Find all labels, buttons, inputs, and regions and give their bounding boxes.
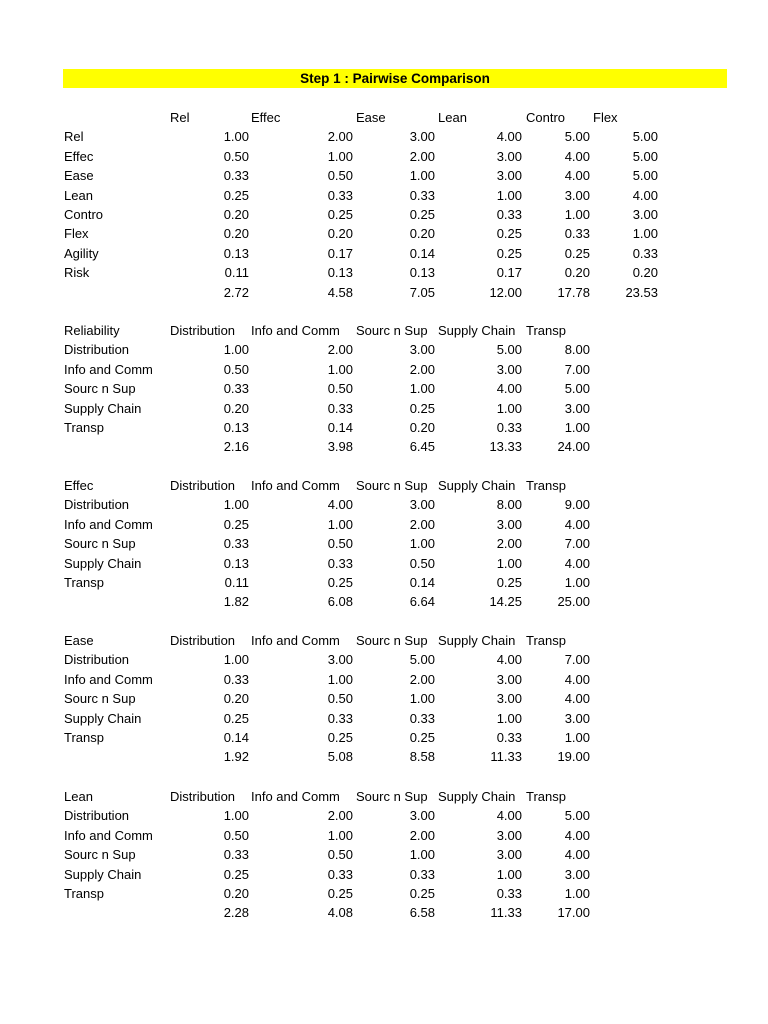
cell-value: 1.00 — [327, 827, 353, 843]
subtable-row — [0, 728, 768, 747]
subtable-row — [0, 573, 768, 592]
cell-value: 4.00 — [564, 516, 590, 532]
cell-value: 4.00 — [327, 497, 353, 513]
cell-value: 0.20 — [327, 226, 353, 242]
criteria-row — [0, 263, 768, 282]
subtable-header-row — [0, 321, 768, 340]
cell-value: 1.00 — [223, 497, 249, 513]
cell-value: 0.50 — [327, 381, 353, 397]
cell-value: 1.00 — [496, 400, 522, 416]
cell-value: 4.00 — [564, 671, 590, 687]
criteria-total-row — [0, 283, 768, 302]
cell-value: 0.33 — [496, 207, 522, 222]
cell-value: 0.20 — [223, 691, 249, 707]
cell-value: 1.00 — [223, 129, 249, 145]
cell-value: 0.33 — [223, 536, 249, 552]
cell-value: 3.00 — [496, 361, 522, 377]
cell-value: 4.00 — [632, 187, 658, 203]
cell-value: 0.20 — [223, 400, 249, 416]
cell-value: 1.00 — [223, 652, 249, 668]
cell-value: 7.00 — [564, 536, 590, 552]
row-label: Transp — [64, 575, 104, 590]
cell-value: 2.00 — [327, 129, 353, 145]
cell-value: 4.00 — [496, 652, 522, 668]
cell-value: 2.28 — [223, 905, 249, 921]
cell-value: 4.00 — [564, 148, 590, 164]
cell-value: 0.25 — [496, 575, 522, 590]
column-header: Supply Chain — [438, 478, 516, 493]
cell-value: 12.00 — [489, 284, 522, 300]
column-header: Sourc n Sup — [356, 789, 428, 804]
subtable-header-row — [0, 476, 768, 495]
cell-value: 3.00 — [496, 671, 522, 687]
cell-value: 5.00 — [632, 168, 658, 184]
cell-value: 1.82 — [223, 594, 249, 610]
cell-value: 1.00 — [564, 207, 590, 222]
cell-value: 0.33 — [409, 866, 435, 882]
cell-value: 5.00 — [632, 148, 658, 164]
cell-value: 5.00 — [496, 342, 522, 358]
cell-value: 0.25 — [327, 575, 353, 590]
subtable-header-row — [0, 631, 768, 650]
cell-value: 1.00 — [496, 710, 522, 726]
cell-value: 0.25 — [223, 516, 249, 532]
cell-value: 4.00 — [496, 129, 522, 145]
row-label: Transp — [64, 730, 104, 745]
cell-value: 4.00 — [564, 847, 590, 863]
cell-value: 2.00 — [409, 516, 435, 532]
criteria-row — [0, 186, 768, 205]
cell-value: 0.50 — [223, 361, 249, 377]
subtable-row — [0, 670, 768, 689]
cell-value: 0.17 — [496, 265, 522, 281]
cell-value: 0.25 — [223, 187, 249, 203]
cell-value: 3.00 — [409, 808, 435, 824]
cell-value: 0.50 — [327, 168, 353, 184]
cell-value: 6.58 — [409, 905, 435, 921]
row-label: Info and Comm — [64, 671, 153, 687]
cell-value: 3.98 — [327, 439, 353, 455]
cell-value: 2.00 — [496, 536, 522, 552]
cell-value: 0.25 — [409, 886, 435, 901]
cell-value: 0.33 — [632, 245, 658, 261]
cell-value: 1.00 — [409, 691, 435, 707]
criteria-row — [0, 166, 768, 185]
subtable-row — [0, 865, 768, 884]
cell-value: 3.00 — [632, 207, 658, 222]
cell-value: 0.50 — [409, 555, 435, 571]
column-header: Info and Comm — [251, 633, 340, 648]
column-header: Sourc n Sup — [356, 478, 428, 493]
column-header: Effec — [251, 110, 281, 125]
cell-value: 14.25 — [489, 594, 522, 610]
cell-value: 7.00 — [564, 652, 590, 668]
cell-value: 8.58 — [409, 749, 435, 765]
row-label: Contro — [64, 207, 104, 222]
cell-value: 1.00 — [496, 866, 522, 882]
column-header: Transp — [526, 323, 566, 338]
cell-value: 4.00 — [564, 827, 590, 843]
cell-value: 3.00 — [564, 400, 590, 416]
cell-value: 0.33 — [496, 420, 522, 435]
cell-value: 3.00 — [496, 168, 522, 184]
cell-value: 8.00 — [564, 342, 590, 358]
subtable-title: Reliability — [64, 323, 120, 338]
column-header: Sourc n Sup — [356, 323, 428, 338]
criteria-header-row — [0, 108, 768, 127]
column-header: Supply Chain — [438, 323, 516, 338]
subtable-row — [0, 399, 768, 418]
cell-value: 1.00 — [409, 381, 435, 397]
criteria-row — [0, 224, 768, 243]
cell-value: 11.33 — [490, 905, 522, 921]
cell-value: 1.00 — [409, 536, 435, 552]
cell-value: 3.00 — [564, 710, 590, 726]
subtable-total-row — [0, 437, 768, 456]
cell-value: 5.00 — [409, 652, 435, 668]
row-label: Distribution — [64, 342, 130, 358]
cell-value: 5.00 — [632, 129, 658, 145]
row-label: Sourc n Sup — [64, 381, 136, 397]
subtable-total-row — [0, 903, 768, 922]
cell-value: 1.00 — [564, 575, 590, 590]
row-label: Transp — [64, 886, 104, 901]
cell-value: 0.11 — [224, 265, 249, 281]
cell-value: 0.11 — [224, 575, 249, 590]
cell-value: 0.13 — [327, 265, 353, 281]
subtable-row — [0, 534, 768, 553]
cell-value: 24.00 — [557, 439, 590, 455]
cell-value: 1.00 — [327, 148, 353, 164]
row-label: Info and Comm — [64, 361, 153, 377]
cell-value: 4.08 — [327, 905, 353, 921]
subtable-row — [0, 806, 768, 825]
cell-value: 3.00 — [496, 691, 522, 707]
cell-value: 0.25 — [409, 207, 435, 222]
cell-value: 1.92 — [223, 749, 249, 765]
cell-value: 23.53 — [625, 284, 658, 300]
column-header: Transp — [526, 789, 566, 804]
cell-value: 0.33 — [564, 226, 590, 242]
cell-value: 3.00 — [496, 827, 522, 843]
row-label: Info and Comm — [64, 516, 153, 532]
column-header: Distribution — [170, 323, 236, 338]
subtable-row — [0, 379, 768, 398]
cell-value: 0.33 — [223, 168, 249, 184]
column-header: Distribution — [170, 478, 236, 493]
criteria-row — [0, 205, 768, 224]
row-label: Sourc n Sup — [64, 691, 136, 707]
row-label: Distribution — [64, 652, 130, 668]
row-label: Supply Chain — [64, 555, 142, 571]
subtable-title: Lean — [64, 789, 93, 804]
cell-value: 1.00 — [409, 847, 435, 863]
cell-value: 2.00 — [409, 827, 435, 843]
row-label: Flex — [64, 226, 89, 242]
cell-value: 0.20 — [409, 420, 435, 435]
cell-value: 1.00 — [327, 361, 353, 377]
row-label: Ease — [64, 168, 94, 184]
cell-value: 0.33 — [327, 400, 353, 416]
row-label: Sourc n Sup — [64, 847, 136, 863]
cell-value: 9.00 — [564, 497, 590, 513]
row-label: Transp — [64, 420, 104, 435]
row-label: Risk — [64, 265, 90, 281]
cell-value: 0.33 — [327, 555, 353, 571]
cell-value: 4.00 — [496, 808, 522, 824]
cell-value: 1.00 — [632, 226, 658, 242]
column-header: Transp — [526, 478, 566, 493]
cell-value: 3.00 — [409, 129, 435, 145]
column-header: Distribution — [170, 633, 236, 648]
cell-value: 0.33 — [327, 710, 353, 726]
row-label: Rel — [64, 129, 84, 145]
cell-value: 17.78 — [557, 284, 590, 300]
subtable-total-row — [0, 747, 768, 766]
column-header: Distribution — [170, 789, 236, 804]
subtable-row — [0, 650, 768, 669]
column-header: Sourc n Sup — [356, 633, 428, 648]
row-label: Effec — [64, 148, 94, 164]
cell-value: 17.00 — [557, 905, 590, 921]
cell-value: 0.13 — [409, 265, 435, 281]
row-label: Sourc n Sup — [64, 536, 136, 552]
cell-value: 0.13 — [223, 420, 249, 435]
cell-value: 0.33 — [223, 671, 249, 687]
cell-value: 1.00 — [496, 555, 522, 571]
row-label: Supply Chain — [64, 400, 142, 416]
cell-value: 0.50 — [223, 148, 249, 164]
column-header: Contro — [526, 110, 566, 125]
cell-value: 0.25 — [327, 886, 353, 901]
cell-value: 1.00 — [564, 886, 590, 901]
cell-value: 0.14 — [327, 420, 353, 435]
cell-value: 6.64 — [409, 594, 435, 610]
cell-value: 4.58 — [327, 284, 353, 300]
cell-value: 1.00 — [327, 671, 353, 687]
column-header: Supply Chain — [438, 633, 516, 648]
cell-value: 0.14 — [409, 245, 435, 261]
cell-value: 0.20 — [409, 226, 435, 242]
cell-value: 2.16 — [223, 439, 249, 455]
cell-value: 4.00 — [496, 381, 522, 397]
cell-value: 1.00 — [409, 168, 435, 184]
cell-value: 0.33 — [409, 710, 435, 726]
subtable-row — [0, 845, 768, 864]
cell-value: 0.25 — [409, 400, 435, 416]
cell-value: 0.33 — [496, 730, 522, 745]
cell-value: 0.25 — [223, 866, 249, 882]
column-header: Ease — [356, 110, 386, 125]
column-header: Rel — [170, 110, 190, 125]
cell-value: 5.00 — [564, 381, 590, 397]
row-label: Info and Comm — [64, 827, 153, 843]
subtable-row — [0, 826, 768, 845]
cell-value: 0.25 — [564, 245, 590, 261]
subtable-header-row — [0, 787, 768, 806]
cell-value: 6.08 — [327, 594, 353, 610]
subtable-title: Ease — [64, 633, 94, 648]
cell-value: 0.33 — [327, 187, 353, 203]
criteria-row — [0, 127, 768, 146]
subtable-row — [0, 689, 768, 708]
cell-value: 3.00 — [564, 866, 590, 882]
cell-value: 0.20 — [223, 226, 249, 242]
subtable-row — [0, 340, 768, 359]
row-label: Distribution — [64, 497, 130, 513]
cell-value: 0.33 — [223, 847, 249, 863]
cell-value: 0.17 — [327, 245, 353, 261]
cell-value: 4.00 — [564, 691, 590, 707]
cell-value: 0.25 — [327, 207, 353, 222]
cell-value: 2.00 — [409, 671, 435, 687]
cell-value: 2.00 — [409, 361, 435, 377]
column-header: Lean — [438, 110, 467, 125]
row-label: Supply Chain — [64, 866, 142, 882]
cell-value: 25.00 — [557, 594, 590, 610]
subtable-row — [0, 554, 768, 573]
subtable-row — [0, 495, 768, 514]
cell-value: 0.33 — [223, 381, 249, 397]
column-header: Flex — [593, 110, 618, 125]
cell-value: 0.25 — [496, 226, 522, 242]
cell-value: 3.00 — [409, 342, 435, 358]
column-header: Supply Chain — [438, 789, 516, 804]
cell-value: 0.50 — [327, 847, 353, 863]
cell-value: 0.33 — [327, 866, 353, 882]
cell-value: 0.25 — [496, 245, 522, 261]
column-header: Transp — [526, 633, 566, 648]
subtable-row — [0, 709, 768, 728]
cell-value: 5.08 — [327, 749, 353, 765]
criteria-row — [0, 244, 768, 263]
column-header: Info and Comm — [251, 323, 340, 338]
cell-value: 6.45 — [409, 439, 435, 455]
cell-value: 0.13 — [223, 245, 249, 261]
page-title: Step 1 : Pairwise Comparison — [63, 69, 727, 88]
cell-value: 1.00 — [564, 420, 590, 435]
cell-value: 19.00 — [557, 749, 590, 765]
cell-value: 13.33 — [489, 439, 522, 455]
cell-value: 4.00 — [564, 555, 590, 571]
criteria-row — [0, 147, 768, 166]
row-label: Distribution — [64, 808, 130, 824]
cell-value: 0.25 — [409, 730, 435, 745]
cell-value: 2.00 — [409, 148, 435, 164]
cell-value: 5.00 — [564, 808, 590, 824]
cell-value: 0.25 — [327, 730, 353, 745]
cell-value: 1.00 — [564, 730, 590, 745]
cell-value: 0.20 — [632, 265, 658, 281]
cell-value: 0.25 — [223, 710, 249, 726]
cell-value: 1.00 — [496, 187, 522, 203]
cell-value: 3.00 — [496, 847, 522, 863]
cell-value: 0.20 — [564, 265, 590, 281]
cell-value: 2.00 — [327, 808, 353, 824]
cell-value: 7.00 — [564, 361, 590, 377]
row-label: Supply Chain — [64, 710, 142, 726]
subtable-row — [0, 515, 768, 534]
subtable-row — [0, 360, 768, 379]
cell-value: 1.00 — [223, 808, 249, 824]
cell-value: 8.00 — [496, 497, 522, 513]
cell-value: 0.50 — [327, 536, 353, 552]
cell-value: 0.14 — [409, 575, 435, 590]
cell-value: 5.00 — [564, 129, 590, 145]
cell-value: 4.00 — [564, 168, 590, 184]
cell-value: 3.00 — [496, 148, 522, 164]
cell-value: 0.14 — [223, 730, 249, 745]
subtable-row — [0, 418, 768, 437]
subtable-title: Effec — [64, 478, 94, 493]
cell-value: 0.33 — [409, 187, 435, 203]
cell-value: 3.00 — [496, 516, 522, 532]
cell-value: 0.13 — [223, 555, 249, 571]
cell-value: 1.00 — [223, 342, 249, 358]
cell-value: 11.33 — [490, 749, 522, 765]
column-header: Info and Comm — [251, 478, 340, 493]
cell-value: 1.00 — [327, 516, 353, 532]
cell-value: 0.20 — [223, 207, 249, 222]
column-header: Info and Comm — [251, 789, 340, 804]
cell-value: 3.00 — [564, 187, 590, 203]
cell-value: 0.50 — [223, 827, 249, 843]
subtable-row — [0, 884, 768, 903]
cell-value: 2.00 — [327, 342, 353, 358]
subtable-total-row — [0, 592, 768, 611]
cell-value: 0.50 — [327, 691, 353, 707]
cell-value: 3.00 — [409, 497, 435, 513]
cell-value: 3.00 — [327, 652, 353, 668]
row-label: Lean — [64, 187, 93, 203]
cell-value: 7.05 — [409, 284, 435, 300]
cell-value: 0.33 — [496, 886, 522, 901]
row-label: Agility — [64, 245, 99, 261]
cell-value: 0.20 — [223, 886, 249, 901]
cell-value: 2.72 — [223, 284, 249, 300]
